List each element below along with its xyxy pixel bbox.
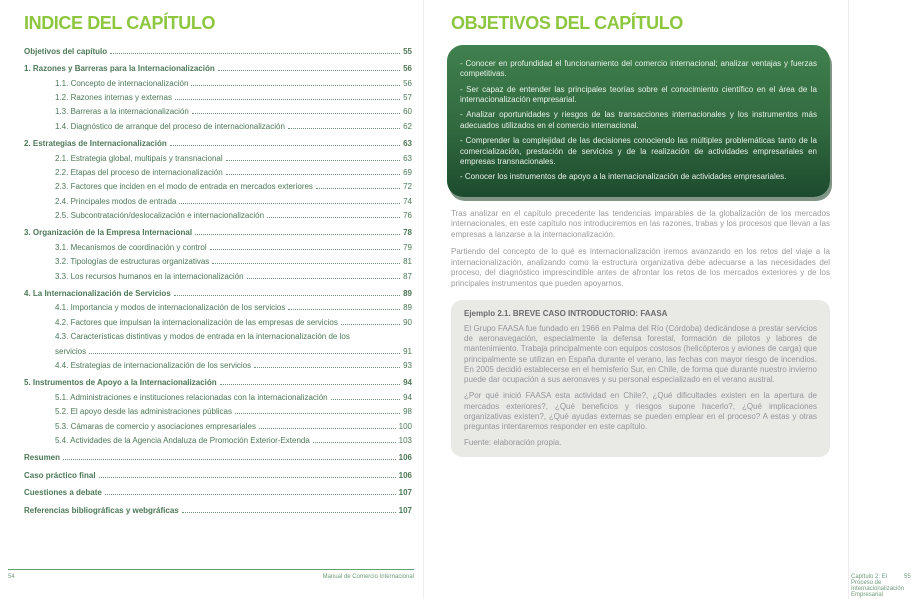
toc-page-number: 90 [403,317,412,327]
toc-page-number: 72 [403,182,412,192]
dotted-leader [220,384,400,385]
toc-title: INDICE DEL CAPÍTULO [24,13,216,33]
toc-page-number: 56 [403,78,412,88]
dotted-leader [235,413,400,414]
toc-page-number: 60 [403,107,412,117]
intro-paragraph: Tras analizar en el capítulo precedente las tendencias imparables de la globalización de los mercados internacionales, en este capítulo nos introduciremos en las razones, trabas y los procesos que llevan a las empresas a lanzarse a la internacionalización. [451,208,830,239]
dotted-leader [63,459,396,460]
dotted-leader [259,428,396,429]
dotted-leader [331,399,400,400]
toc-entry [24,107,412,121]
toc-entry-label: 2. Estrategias de Internacionalización [24,139,167,149]
toc-page-number: 107 [398,488,412,498]
dotted-leader [192,113,400,114]
toc-entry-label: 3.3. Los recursos humanos en la internacionalización [55,271,244,281]
left-footer-page-number: 54 [8,574,15,580]
toc-entry [24,122,412,136]
toc-page-number: 81 [403,257,412,267]
toc-entry [24,182,412,196]
toc-entry [24,257,412,271]
toc-entry [24,303,412,317]
toc-entry-label: 2.1. Estrategia global, multipaís y transnacional [55,153,223,163]
dotted-leader [99,477,396,478]
toc-entry-label: Referencias bibliográficas y webgráficas [24,505,179,515]
toc-entry [24,211,412,225]
toc-page-number: 106 [398,470,412,480]
objectives-title: OBJETIVOS DEL CAPÍTULO [451,13,683,33]
dotted-leader [226,160,400,161]
toc-entry [24,361,412,375]
toc-entry-label: 5.3. Cámaras de comercio y asociaciones empresariales [55,421,256,431]
dotted-leader [191,85,400,86]
toc-entry-label: 5. Instrumentos de Apoyo a la Internacionalización [24,378,217,388]
toc-entry-label: 5.4. Actividades de la Agencia Andaluza de Promoción Exterior-Extenda [55,435,310,445]
toc-entry [24,506,412,520]
toc-page-number: 93 [403,361,412,370]
toc-page-number: 91 [403,346,412,356]
toc-entry [24,228,412,242]
dotted-leader [254,367,400,368]
toc-entry [24,422,412,436]
toc-entry [24,332,412,346]
toc-entry [24,471,412,485]
example-case-box [451,300,830,457]
toc-page-number: 55 [403,46,412,56]
toc-entry-label: 1.2. Razones internas y externas [55,92,172,102]
dotted-leader [170,145,400,146]
dotted-leader [174,295,400,296]
toc-page-number: 62 [403,121,412,131]
toc-entry-label: 2.2. Etapas del proceso de internacionalización [55,167,223,177]
toc-entry [24,436,412,450]
toc-entry-label: 4.2. Factores que impulsan la internacionalización de las empresas de servicios [55,317,338,327]
toc-entry [24,168,412,182]
toc-entry-label: Resumen [24,453,61,463]
toc-entry-label: 1.3. Barreras a la internacionalización [55,107,189,117]
toc-entry-label: 1.1. Concepto de internacionalización [55,78,189,88]
toc-entry-label: 2.5. Subcontratación/deslocalización e internacionalización [55,211,265,221]
dotted-leader [110,53,400,54]
dotted-leader [182,512,396,513]
dotted-leader [288,309,400,310]
toc-entry-label: 4.1. Importancia y modos de internacionalización de los servicios [55,303,286,313]
toc-entry [24,243,412,257]
toc-entry-label: 5.1. Administraciones e instituciones relacionadas con la internacionalización [55,392,328,402]
toc-page-number: 89 [403,303,412,313]
dotted-leader [179,203,400,204]
dotted-leader [341,324,400,325]
toc-page-number: 87 [403,271,412,281]
toc-page-number: 100 [398,421,412,431]
toc-page-number: 98 [403,407,412,417]
toc-entry [24,407,412,421]
toc-page-number: 78 [403,228,412,238]
toc-entry-label: 2.4. Principales modos de entrada [55,196,177,206]
toc-entry [24,47,412,61]
toc-page-number: 76 [403,211,412,221]
toc-page-number: 103 [398,435,412,445]
example-paragraph: El Grupo FAASA fue fundado en 1966 en Palma del Río (Córdoba) dedicándose a prestar servicios de aeronavegación, especialmente la defensa forestal, formación de pilotos y labores de mantenimiento. Trabaja principalmente con equipos costosos (helicópteros y aviones de carga) que principalmente se utilizan en España durante el verano, las fechas con mayor riesgo de incendios. En 2005 decidió establecerse en el hemisferio Sur, en Chile, de forma que durante nuestro invierno puede dar ocupación a sus aeronaves y su personal especializado en el verano austral. [464,323,817,385]
toc-entry [24,488,412,502]
toc-page-number: 79 [403,242,412,252]
toc-page-number: 63 [403,139,412,149]
table-of-contents [24,47,412,520]
example-title: Ejemplo 2.1. BREVE CASO INTRODUCTORIO: FAASA [464,308,668,318]
dotted-leader [313,442,396,443]
toc-entry-label: 2.3. Factores que inciden en el modo de entrada en mercados exteriores [55,182,313,192]
dotted-leader [175,99,400,100]
toc-page-number: 74 [403,196,412,206]
toc-page-number: 94 [403,392,412,402]
dotted-leader [218,70,400,71]
intro-section [451,209,830,290]
objective-item: - Conocer en profundidad el funcionamiento del comercio internacional; analizar ventajas y fuerzas competitivas. [460,58,817,79]
toc-entry [24,93,412,107]
toc-entry [24,79,412,93]
toc-page-number: 107 [398,505,412,515]
toc-entry-label: Objetivos del capítulo [24,46,108,56]
dotted-leader [316,188,400,189]
intro-paragraph: Partiendo del concepto de lo qué es internacionalización iremos avanzando en los retos del viaje a la internacionalización, analizando como la estructura organizativa debe adecuarse a las necesidades del proceso, del diagnóstico imprescindible antes de afrontar los retos de los mercados exteriores y de los principales instrumentos que pueden apoyarnos. [451,247,830,288]
toc-entry-label: 3. Organización de la Empresa Internacional [24,228,193,238]
toc-entry [24,318,412,332]
dotted-leader [212,263,400,264]
toc-page-number: 89 [403,289,412,299]
toc-page-number: 69 [403,167,412,177]
objectives-box [447,45,830,197]
toc-entry-label: 3.1. Mecanismos de coordinación y control [55,242,207,252]
toc-page-number: 106 [398,453,412,463]
toc-entry-label: Cuestiones a debate [24,488,102,498]
toc-page-number: 94 [403,378,412,388]
right-footer-chapter-title: Capítulo 2: El Proceso de Internacionalización Empresarial [851,574,905,598]
dotted-leader [288,128,400,129]
objective-item: - Comprender la complejidad de las decisiones conociendo las múltiples problemáticas tanto de la comercialización, prestación de servicios y de la realización de actividades empresariales en empresas transnacionales. [460,136,817,166]
toc-entry-label: 1.4. Diagnóstico de arranque del proceso de internacionalización [55,121,285,131]
example-paragraph: ¿Por qué inició FAASA esta actividad en Chile?, ¿Qué dificultades existen en la apertura de mercados exteriores?, ¿Qué beneficios y riesgos supone hacerlo?, ¿Qué implicaciones organizativas existen?, ¿Qué ayudas externas se pueden emplear en el proceso? A estas y otras preguntas intentaremos responder en este capítulo. [464,391,817,432]
objective-item: - Ser capaz de entender las principales teorías sobre el conocimiento científico en el área de la internacionalización empresarial. [460,84,817,104]
toc-entry-label: 3.2. Tipologías de estructuras organizativas [55,257,210,267]
objective-item: - Analizar oportunidades y riesgos de las transacciones internacionales y los instrumentos más adecuados utilizados en el comercio internacional. [460,110,817,130]
left-page-footer [8,569,414,580]
dotted-leader [210,249,400,250]
toc-entry-label: 5.2. El apoyo desde las administraciones públicas [55,407,232,417]
dotted-leader [267,217,400,218]
toc-entry-label: Caso práctico final [24,470,96,480]
left-footer-book-title: Manual de Comercio Internacional [322,574,414,580]
dotted-leader [195,234,400,235]
toc-page-number: 63 [403,153,412,163]
toc-entry [24,197,412,211]
toc-entry [24,64,412,78]
toc-entry [24,378,412,392]
toc-entry-label: 4.3. Características distintivas y modos de entrada en la internacionalización de los [55,332,350,342]
example-source: Fuente: elaboración propia. [464,438,562,448]
toc-entry-label: 4. La Internacionalización de Servicios [24,289,171,299]
example-paragraphs [464,324,817,432]
objective-item: - Conocer los instrumentos de apoyo a la internacionalización de actividades empresariales. [460,172,787,182]
dotted-leader [105,494,396,495]
toc-entry [24,453,412,467]
toc-entry [24,272,412,286]
right-page [424,0,911,599]
toc-page-number: 57 [403,92,412,102]
left-page [0,0,424,599]
page-gutter [423,0,424,599]
dotted-leader [226,174,400,175]
right-footer-page-number: 55 [904,574,911,580]
dotted-leader [89,353,400,354]
dotted-leader [247,278,401,279]
toc-entry [24,289,412,303]
toc-entry-label: servicios [55,346,87,356]
toc-page-number: 56 [403,64,412,74]
toc-entry [24,393,412,407]
toc-entry [24,347,412,361]
toc-entry [24,139,412,153]
toc-entry-label: 1. Razones y Barreras para la Internacionalización [24,64,215,74]
toc-entry [24,154,412,168]
toc-entry-label: 4.4. Estrategias de internacionalización de los servicios [55,361,252,370]
